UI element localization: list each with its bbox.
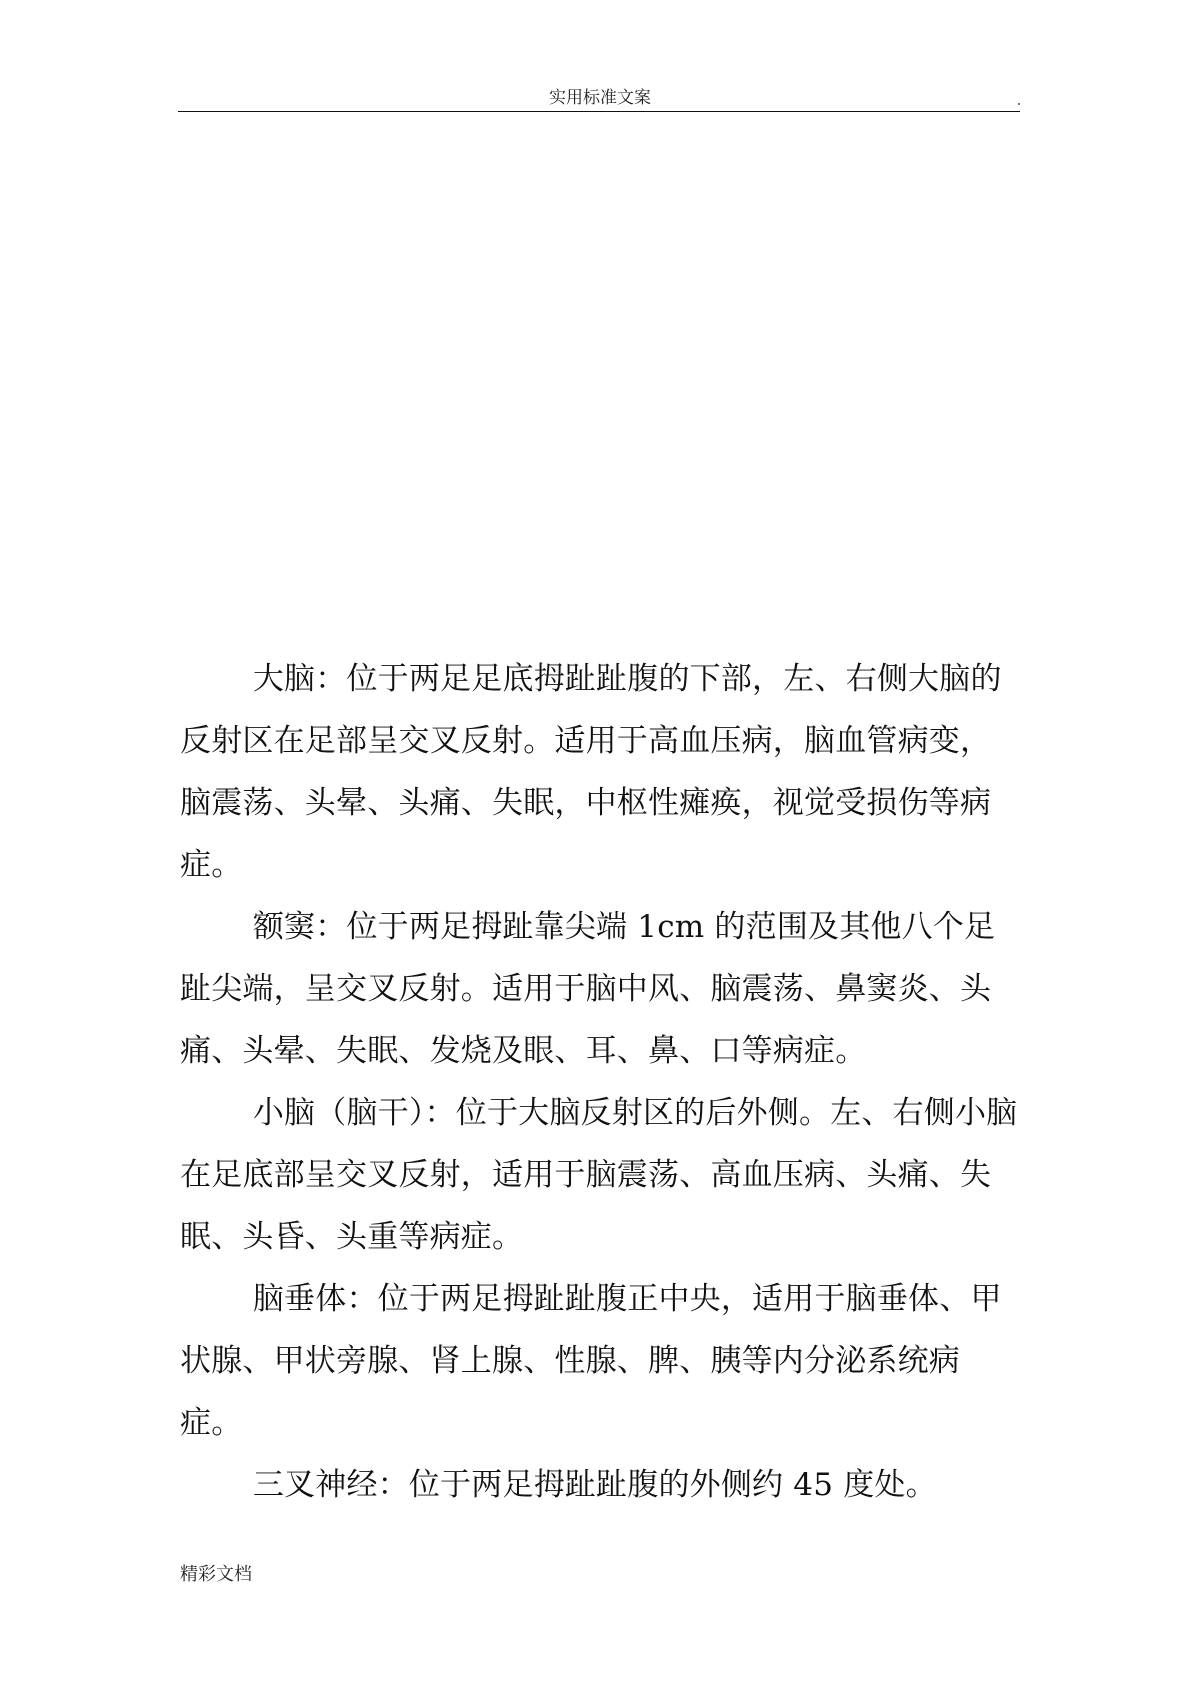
paragraph-frontal-sinus: 额窦：位于两足拇趾靠尖端 1cm 的范围及其他八个足趾尖端，呈交叉反射。适用于脑中风、脑震荡、鼻窦炎、头痛、头晕、失眠、发烧及眼、耳、鼻、口等病症。: [180, 909, 996, 1069]
page-footer: 精彩文档: [180, 1564, 252, 1585]
paragraph-brain: 大脑：位于两足足底拇趾趾腹的下部，左、右侧大脑的反射区在足部呈交叉反射。适用于高血压病，脑血管病变，脑震荡、头晕、头痛、失眠，中枢性瘫痪，视觉受损伤等病症。: [180, 661, 1002, 883]
page-header: 实用标准文案: [549, 88, 651, 108]
header-divider: [178, 111, 1020, 112]
header-mark: [1018, 103, 1020, 105]
paragraph-trigeminal-nerve: 三叉神经：位于两足拇趾趾腹的外侧约 45 度处。: [252, 1467, 937, 1503]
document-body: [180, 648, 1022, 1516]
paragraph-cerebellum: 小脑（脑干）：位于大脑反射区的后外侧。左、右侧小脑在足底部呈交叉反射，适用于脑震荡、高血压病、头痛、失眠、头昏、头重等病症。: [180, 1095, 1018, 1255]
paragraph-pituitary: 脑垂体：位于两足拇趾趾腹正中央，适用于脑垂体、甲状腺、甲状旁腺、肾上腺、性腺、脾、胰等内分泌系统病症。: [180, 1281, 1002, 1441]
